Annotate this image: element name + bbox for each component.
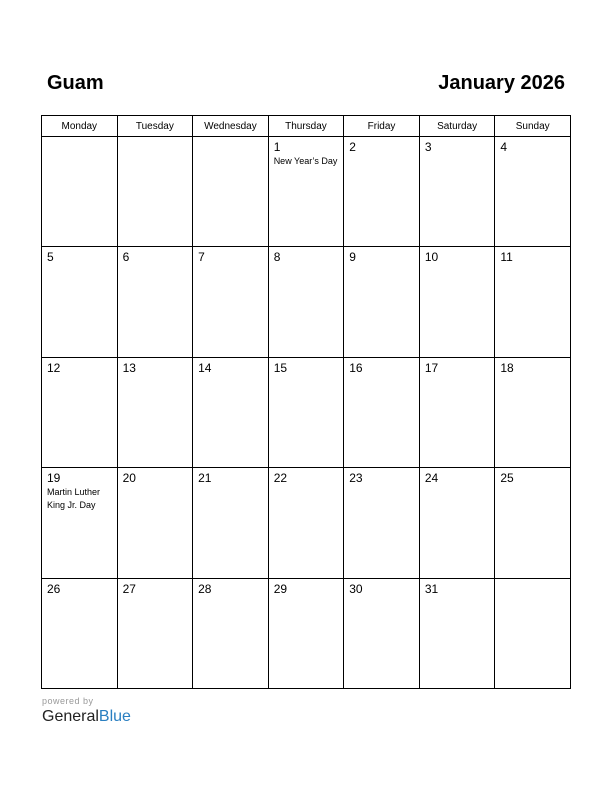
day-cell [42, 137, 118, 247]
day-cell [193, 468, 269, 578]
day-number: 28 [198, 581, 212, 596]
day-cell [419, 247, 495, 357]
day-number: 12 [47, 360, 61, 375]
day-number: 23 [349, 471, 363, 486]
day-number: 5 [47, 250, 54, 265]
holiday-label: New Year’s Day [273, 156, 338, 166]
weekday-header: Monday [42, 116, 118, 137]
day-cell [344, 578, 420, 688]
day-number: 14 [198, 360, 212, 375]
calendar-header [41, 70, 571, 98]
day-cell [117, 247, 193, 357]
brand-logo [42, 707, 131, 727]
week-row [42, 578, 571, 688]
weekday-header: Saturday [419, 116, 495, 137]
day-number: 20 [122, 471, 136, 486]
day-cell [268, 468, 344, 578]
day-number: 1 [273, 140, 281, 154]
day-number: 18 [500, 360, 514, 375]
brand-general-text: General [42, 708, 99, 725]
weekday-header-row [42, 116, 571, 137]
week-row [42, 247, 571, 357]
day-cell [193, 357, 269, 467]
day-number: 21 [198, 471, 212, 486]
day-number: 27 [122, 581, 136, 596]
day-cell [344, 468, 420, 578]
footer-branding [42, 696, 131, 727]
country-title: Guam [47, 72, 104, 94]
day-number: 22 [273, 471, 288, 486]
day-cell [495, 357, 571, 467]
day-number: 2 [349, 140, 356, 154]
day-number [118, 137, 193, 140]
calendar-grid [41, 115, 571, 689]
day-number: 10 [424, 250, 439, 265]
day-cell [268, 247, 344, 357]
day-number [193, 137, 268, 140]
powered-by-text: powered by [42, 696, 94, 706]
weekday-header: Tuesday [117, 116, 193, 137]
day-number: 3 [424, 140, 432, 154]
calendar-body [42, 137, 571, 689]
day-cell [117, 578, 193, 688]
day-cell [268, 357, 344, 467]
day-cell [193, 578, 269, 688]
day-number: 17 [424, 360, 439, 375]
day-number: 15 [273, 360, 288, 375]
day-number: 6 [122, 250, 130, 265]
day-number: 9 [349, 250, 356, 265]
day-cell [42, 578, 118, 688]
week-row [42, 137, 571, 247]
weekday-header: Thursday [268, 116, 344, 137]
day-number: 19 [47, 471, 61, 486]
day-number: 4 [500, 140, 508, 154]
day-number: 24 [424, 471, 439, 486]
day-number: 8 [273, 250, 281, 265]
week-row [42, 468, 571, 578]
weekday-header: Friday [344, 116, 420, 137]
day-cell [117, 468, 193, 578]
week-row [42, 357, 571, 467]
day-cell [495, 247, 571, 357]
day-cell [495, 578, 571, 688]
day-number: 7 [198, 250, 205, 265]
day-cell [42, 357, 118, 467]
day-cell [268, 137, 344, 247]
day-number: 25 [500, 471, 514, 486]
day-number: 30 [349, 581, 363, 596]
brand-blue-text: Blue [98, 708, 131, 725]
day-cell [268, 578, 344, 688]
day-number [42, 137, 117, 140]
day-cell [42, 247, 118, 357]
weekday-header: Sunday [495, 116, 571, 137]
day-number: 26 [47, 581, 61, 596]
day-cell [495, 137, 571, 247]
day-cell [495, 468, 571, 578]
day-cell [117, 137, 193, 247]
day-number: 13 [122, 360, 136, 375]
day-cell [419, 468, 495, 578]
day-number: 31 [424, 581, 439, 596]
day-number: 29 [273, 581, 288, 596]
day-cell [193, 247, 269, 357]
day-cell [344, 137, 420, 247]
month-year-title: January 2026 [438, 72, 565, 94]
day-cell [419, 137, 495, 247]
weekday-header: Wednesday [193, 116, 269, 137]
day-cell [344, 247, 420, 357]
day-cell [344, 357, 420, 467]
day-cell [42, 468, 118, 578]
day-number [495, 579, 570, 582]
day-cell [419, 578, 495, 688]
day-number: 16 [349, 360, 363, 375]
day-cell [193, 137, 269, 247]
holiday-label: Martin Luther King Jr. Day [47, 487, 101, 511]
day-cell [117, 357, 193, 467]
day-cell [419, 357, 495, 467]
day-number: 11 [500, 250, 513, 265]
